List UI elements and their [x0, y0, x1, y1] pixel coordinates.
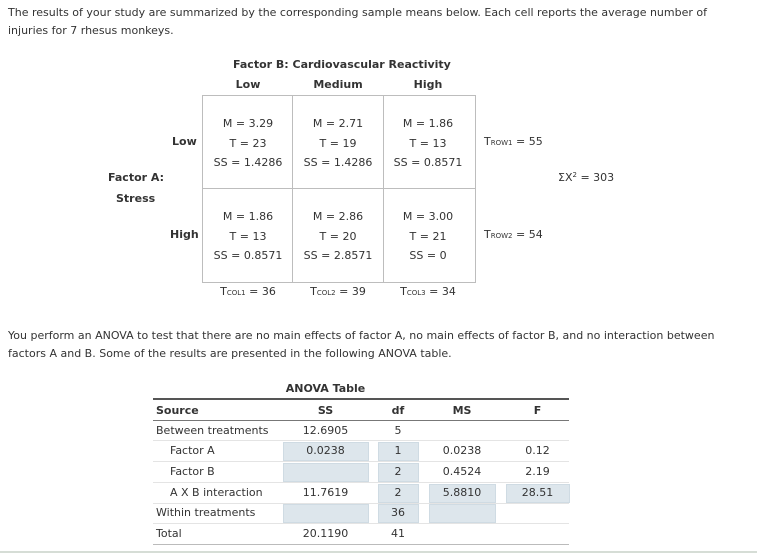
anova-total-df: 41: [391, 527, 405, 540]
row-separator: [153, 440, 569, 441]
within-ss-field[interactable]: [283, 504, 369, 523]
anova-row-factor-a: Factor A: [170, 444, 215, 457]
bottom-edge: [0, 551, 757, 553]
anova-factor-a-f: 0.12: [525, 444, 550, 457]
factor-a-title: Factor A:: [108, 171, 164, 184]
anova-interaction-df: 2: [394, 486, 402, 499]
col-total-1: TCOL1 = 36: [220, 285, 276, 298]
anova-header-df: df: [391, 404, 405, 417]
col-total-2: TCOL2 = 39: [310, 285, 366, 298]
factor-b-ss-field[interactable]: [283, 463, 369, 482]
anova-bottom-rule: [153, 544, 569, 545]
anova-factor-b-df: 2: [394, 465, 402, 478]
anova-factor-b-ms: 0.4524: [442, 465, 482, 478]
anova-factor-a-df: 1: [394, 444, 402, 457]
cell-high-low: M = 1.86 T = 13 SS = 0.8571: [213, 210, 283, 262]
anova-factor-a-ms: 0.0238: [442, 444, 482, 457]
row-separator: [153, 461, 569, 462]
anova-between-ss: 12.6905: [302, 424, 349, 437]
anova-row-interaction: A X B interaction: [170, 486, 263, 499]
question-text: You perform an ANOVA to test that there are no main effects of factor A, no main effects of factor B, and no interaction between factors A and B. Some of the results are presented in the following ANOVA table.: [8, 329, 715, 360]
cell-high-medium: M = 2.86 T = 20 SS = 2.8571: [303, 210, 373, 262]
anova-header-f: F: [533, 404, 542, 417]
anova-row-total: Total: [156, 527, 182, 540]
anova-top-rule: [153, 398, 569, 400]
anova-interaction-f: 28.51: [521, 486, 554, 499]
factor-b-title: Factor B: Cardiovascular Reactivity: [233, 58, 451, 71]
anova-header-ms: MS: [452, 404, 472, 417]
within-ms-field[interactable]: [429, 504, 496, 523]
anova-total-ss: 20.1190: [302, 527, 349, 540]
col-header-low: Low: [235, 78, 261, 91]
cell-low-medium: M = 2.71 T = 19 SS = 1.4286: [303, 117, 373, 169]
anova-header-source: Source: [156, 404, 199, 417]
anova-factor-b-f: 2.19: [525, 465, 550, 478]
sum-x-squared: $\Sigma X^2 = 303$: [558, 171, 615, 184]
anova-row-factor-b: Factor B: [170, 465, 215, 478]
factor-a-name: Stress: [116, 192, 156, 205]
col-header-medium: Medium: [313, 78, 363, 91]
anova-factor-a-ss: 0.0238: [306, 444, 345, 457]
row-total-1: TROW1 = 55: [484, 135, 543, 148]
cell-high-high: M = 3.00 T = 21 SS = 0: [402, 210, 454, 262]
anova-row-within: Within treatments: [156, 506, 256, 519]
grid-divider: [202, 188, 475, 189]
row-separator: [153, 523, 569, 524]
anova-header-rule: [153, 420, 569, 421]
anova-interaction-ss: 11.7619: [302, 486, 349, 499]
anova-title: ANOVA Table: [285, 382, 366, 395]
col-header-high: High: [413, 78, 443, 91]
col-total-3: TCOL3 = 34: [400, 285, 456, 298]
row-header-high: High: [170, 228, 199, 241]
cell-low-high: M = 1.86 T = 13 SS = 0.8571: [393, 117, 463, 169]
anova-between-df: 5: [394, 424, 402, 437]
anova-interaction-ms: 5.8810: [442, 486, 482, 499]
cell-low-low: M = 3.29 T = 23 SS = 1.4286: [213, 117, 283, 169]
intro-text: The results of your study are summarized by the corresponding sample means below. Each cell reports the average number of injuries for 7 rhesus monkeys.: [8, 6, 707, 37]
anova-within-df: 36: [391, 506, 405, 519]
row-separator: [153, 482, 569, 483]
anova-row-between: Between treatments: [156, 424, 269, 437]
row-total-2: TROW2 = 54: [484, 228, 543, 241]
anova-header-ss: SS: [317, 404, 334, 417]
row-header-low: Low: [172, 135, 197, 148]
